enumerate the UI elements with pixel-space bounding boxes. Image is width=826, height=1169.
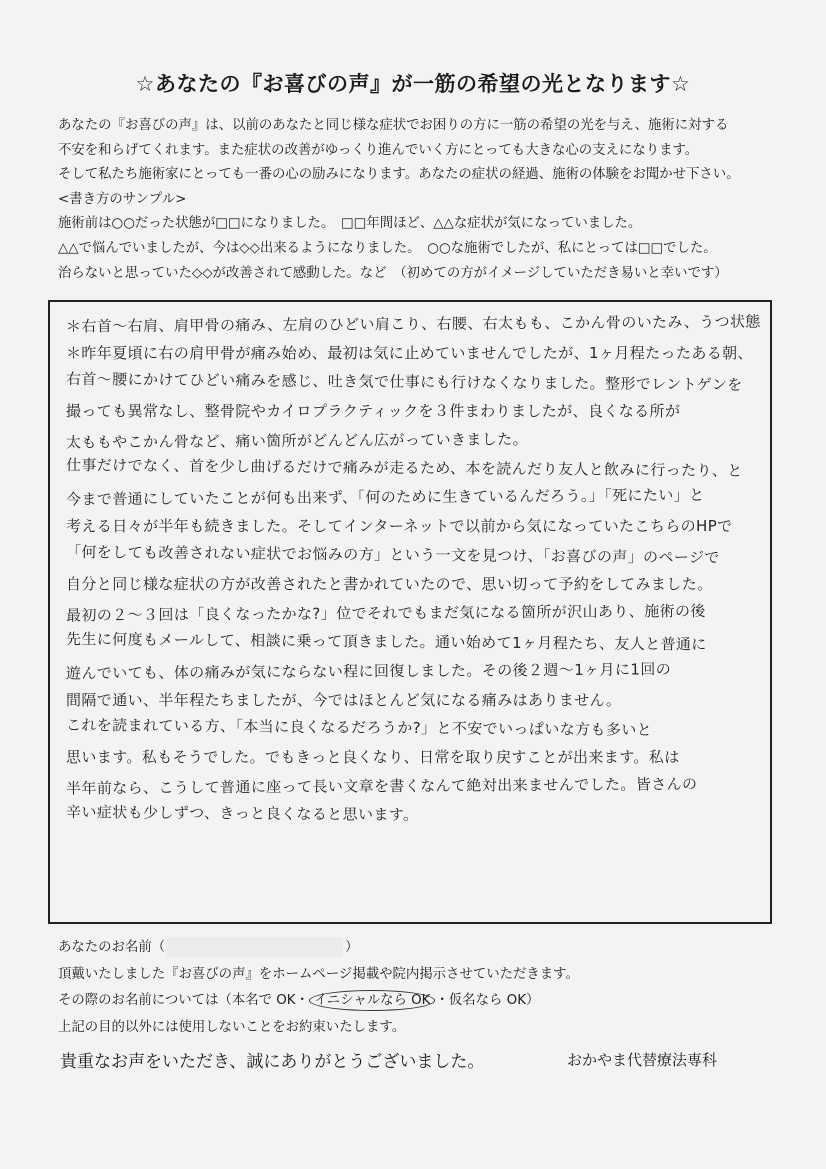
- handwritten-testimonial: [66, 310, 766, 830]
- name-label: あなたのお名前（: [58, 940, 166, 955]
- sample-line: △△で悩んでいましたが、今は◇◇出来るようになりました。 ○○な施術でしたが、私にとっては□□でした。: [58, 240, 717, 256]
- handwritten-line: 間隔で通い、半年程たちましたが、今ではほとんど気になる痛みはありません。: [66, 690, 622, 709]
- sample-line: 施術前は○○だった状態が□□になりました。 □□年間ほど、△△な症状が気になっていました。: [58, 216, 642, 232]
- clinic-name: おかやま代替療法専科: [567, 1051, 718, 1069]
- name-close-paren: ）: [345, 940, 359, 955]
- handwritten-line: 仕事だけでなく、首を少し曲げるだけで痛みが走るため、本を読んだり友人と飲みに行ったり、と: [65, 456, 743, 481]
- sample-heading: <書き方のサンプル>: [58, 191, 187, 207]
- handwritten-line: 太ももやこかん骨など、痛い箇所がどんどん広がっていきました。: [65, 429, 529, 452]
- intro-section: [58, 114, 778, 286]
- handwritten-line: 右首～腰にかけてひどい痛みを感じ、吐き気で仕事にも行けなくなりました。整形でレントゲンを: [65, 369, 743, 394]
- handwritten-line: ＊右首～右肩、肩甲骨の痛み、左肩のひどい肩こり、右腰、右太もも、こかん骨のいたみ、うつ状態: [65, 312, 761, 336]
- handwritten-line: 「何をしても改善されない症状でお悩みの方」という一文を見つけ、「お喜びの声」のページで: [65, 543, 720, 567]
- handwritten-line: 最初の２～３回は「良くなったかな?」位でそれでもまだ気になる箇所が沢山あり、施術の後: [65, 601, 706, 625]
- handwritten-line: 思います。私もそうでした。でもきっと良くなり、日常を取り戻すことが出来ます。私は: [66, 748, 680, 767]
- handwritten-line: ＊昨年夏頃に右の肩甲骨が痛み始め、最初は気に止めていませんでしたが、1ヶ月程たったある朝、: [66, 343, 753, 362]
- publish-note: 頂戴いたしました『お喜びの声』をホームページ掲載や院内掲示させていただきます。: [58, 966, 579, 982]
- handwritten-line: 撮っても異常なし、整骨院やカイロプラクティックを３件まわりましたが、良くなる所が: [66, 401, 681, 420]
- handwritten-line: 先生に何度もメールして、相談に乗って頂きました。通い始めて1ヶ月程たち、友人と普通に: [65, 629, 707, 654]
- footer-section: [58, 935, 778, 1041]
- name-row: [58, 935, 778, 962]
- name-option-suffix: ・仮名なら OK）: [435, 993, 540, 1008]
- handwritten-line: これを読まれている方、「本当に良くなるだろうか?」と不安でいっぱいな方も多いと: [65, 716, 653, 740]
- handwritten-line: 遊んでいても、体の痛みが気にならない程に回復しました。その後２週～1ヶ月に1回の: [65, 659, 672, 683]
- privacy-note: 上記の目的以外には使用しないことをお約束いたします。: [58, 1019, 406, 1035]
- initials-option-circled: イニシャルなら OK: [309, 990, 436, 1011]
- sample-line: 治らないと思っていた◇◇が改善されて感動した。など （初めての方がイメージしていただき易いと幸いです）: [58, 265, 728, 281]
- intro-line: あなたの『お喜びの声』は、以前のあなたと同じ様な症状でお困りの方に一筋の希望の光を与え、施術に対する: [58, 118, 729, 133]
- page-title: ☆あなたの『お喜びの声』が一筋の希望の光となります☆: [135, 72, 691, 96]
- intro-line: そして私たち施術家にとっても一番の心の励みになります。あなたの症状の経過、施術の体験をお聞かせ下さい。: [58, 167, 740, 183]
- handwritten-line: 今まで普通にしていたことが何も出来ず、「何のために生きているんだろう。」「死にたい」と: [65, 486, 705, 509]
- name-redacted-field: [167, 937, 343, 957]
- handwritten-line: 半年前なら、こうして普通に座って長い文章を書くなんて絶対出来ませんでした。皆さんの: [65, 775, 698, 798]
- handwritten-line: 考える日々が半年も続きました。そしてインターネットで以前から気になっていたこちらのHPで: [66, 517, 733, 536]
- name-option-row: [58, 988, 778, 1015]
- handwritten-line: 辛い症状も少しずつ、きっと良くなると思います。: [65, 803, 419, 825]
- name-option-prefix: その際のお名前については（本名で OK・: [58, 993, 309, 1008]
- intro-line: 不安を和らげてくれます。また症状の改善がゆっくり進んでいく方にとっても大きな心の支えになります。: [58, 142, 699, 158]
- handwritten-line: 自分と同じ様な症状の方が改善されたと書かれていたので、思い切って予約をしてみました。: [66, 575, 713, 594]
- thanks-message: 貴重なお声をいただき、誠にありがとうございました。: [60, 1052, 485, 1072]
